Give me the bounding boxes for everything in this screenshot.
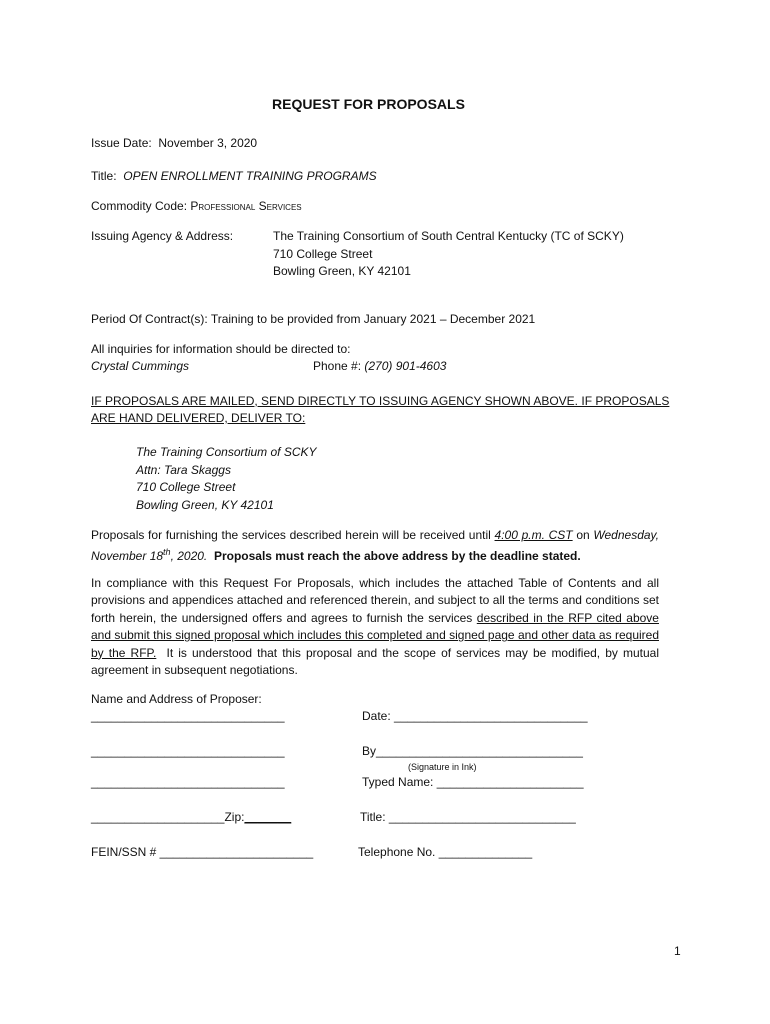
compliance-paragraph (91, 575, 659, 679)
title-label: Title: (91, 169, 117, 183)
page-title: REQUEST FOR PROPOSALS (272, 96, 465, 112)
zip-field[interactable]: _______ (244, 810, 292, 824)
agency-line-3: Bowling Green, KY 42101 (273, 264, 411, 278)
delivery-line-3: 710 College Street (136, 480, 236, 494)
agency-label: Issuing Agency & Address: (91, 229, 234, 243)
contact-name: Crystal Cummings (91, 359, 190, 373)
commodity-value: Professional Services (190, 199, 302, 213)
issue-date-label: Issue Date: (91, 136, 152, 150)
deadline-time: 4:00 p.m. CST (494, 528, 573, 542)
phone-label: Phone #: (313, 359, 362, 373)
page-number: 1 (674, 944, 681, 958)
title-line (91, 169, 377, 183)
issue-date-line (91, 136, 257, 150)
commodity-label: Commodity Code: (91, 199, 188, 213)
deadline-paragraph (91, 527, 659, 566)
agency-line-2: 710 College Street (273, 247, 373, 261)
title-value: OPEN ENROLLMENT TRAINING PROGRAMS (123, 169, 377, 183)
commodity-line (91, 199, 302, 213)
signature-field[interactable]: By_______________________________ (362, 744, 583, 758)
city-state-field[interactable]: ____________________Zip: (91, 810, 245, 824)
fein-ssn-field[interactable]: FEIN/SSN # _______________________ (91, 845, 314, 859)
proposer-address-field-1[interactable]: _____________________________ (91, 744, 285, 758)
signature-note: (Signature in Ink) (408, 762, 477, 772)
deadline-day: Wednesday, November 18th, 2020. (91, 528, 659, 564)
typed-name-field[interactable]: Typed Name: ______________________ (362, 775, 584, 789)
telephone-field[interactable]: Telephone No. ______________ (358, 845, 533, 859)
deadline-text-2: on (576, 528, 590, 542)
deadline-bold-statement: Proposals must reach the above address by the deadline stated. (213, 549, 581, 564)
compliance-text-1: In compliance with this Request For Proposals, which includes the attached Table of Contents and all provisions and appendices attached and referenced therein, and subject to all the terms and conditions set forth herein, the undersigned offers and agrees to furnish the services (91, 576, 659, 625)
proposer-name-field[interactable]: _____________________________ (91, 709, 285, 723)
compliance-underlined: described in the RFP cited above and submit this signed proposal which includes this completed and signed page and other data as required by the RFP. (91, 610, 659, 660)
title-field[interactable]: Title: ____________________________ (360, 810, 576, 824)
inquiries-intro: All inquiries for information should be directed to: (91, 342, 351, 356)
phone-value: (270) 901-4603 (364, 359, 447, 373)
delivery-line-1: The Training Consortium of SCKY (136, 445, 317, 459)
agency-line-1: The Training Consortium of South Central Kentucky (TC of SCKY) (273, 229, 624, 243)
proposer-address-field-2[interactable]: _____________________________ (91, 775, 285, 789)
delivery-line-4: Bowling Green, KY 42101 (136, 498, 274, 512)
compliance-text-2: It is understood that this proposal and the scope of services may be modified, by mutual agreement in subsequent negotiations. (91, 645, 659, 678)
delivery-line-2: Attn: Tara Skaggs (136, 463, 231, 477)
contact-phone-line (313, 359, 446, 373)
proposer-label: Name and Address of Proposer: (91, 692, 262, 706)
date-field[interactable]: Date: _____________________________ (362, 709, 588, 723)
zip-line[interactable] (91, 810, 291, 824)
mailing-instructions-1: IF PROPOSALS ARE MAILED, SEND DIRECTLY TO ISSUING AGENCY SHOWN ABOVE. IF PROPOSALS (91, 394, 670, 408)
deadline-text-1: Proposals for furnishing the services described herein will be received until (91, 528, 491, 542)
issue-date-value: November 3, 2020 (158, 136, 258, 150)
mailing-instructions-2: ARE HAND DELIVERED, DELIVER TO: (91, 411, 306, 425)
contract-period: Period Of Contract(s): Training to be provided from January 2021 – December 2021 (91, 312, 536, 326)
